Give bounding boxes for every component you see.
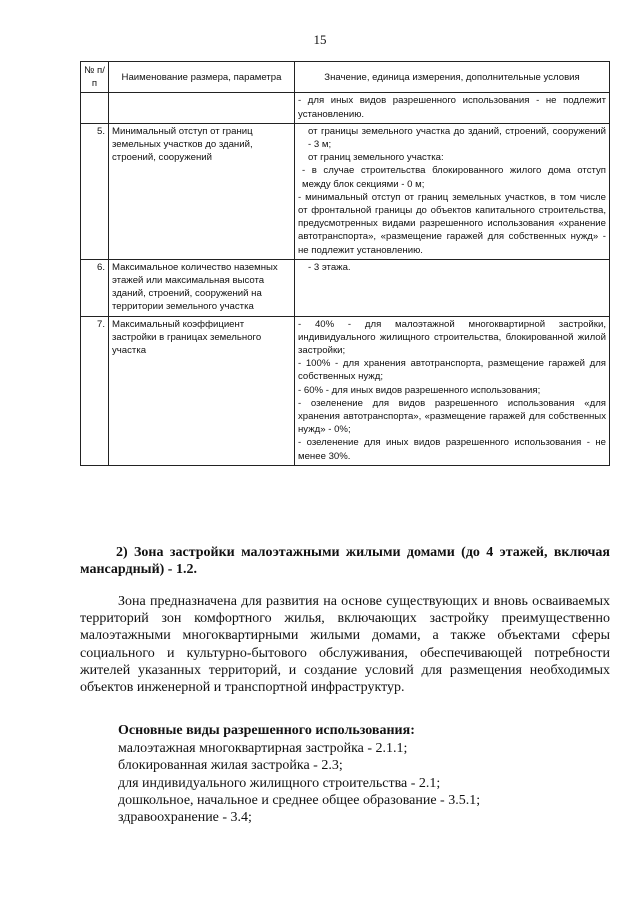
list-item: блокированная жилая застройка - 2.3;: [118, 758, 343, 774]
row-value: [295, 316, 610, 465]
value-line: от границ земельного участка:: [308, 152, 444, 164]
list-item: малоэтажная многоквартирная застройка - 2.1.1;: [118, 741, 408, 756]
row-num: 6.: [81, 259, 109, 316]
list-item: здравоохранение - 3.4;: [118, 810, 252, 826]
list-item: для индивидуального жилищного строительства - 2.1;: [118, 775, 441, 791]
row-num: 5.: [81, 123, 109, 259]
header-value: Значение, единица измерения, дополнительные условия: [295, 62, 610, 93]
list-item: дошкольное, начальное и среднее общее образование - 3.5.1;: [118, 792, 481, 808]
zone-description-paragraph: Зона предназначена для развития на основе существующих и вновь осваиваемых территорий зон комфортного жилья, включающих застройку преимущественно малоэтажными многоквартирными жилыми домами, а также объектами сферы социального и культурно-бытового обслуживания, обеспечивающей потребности жителей указанных территорий, и создание условий для размещения необходимых объектов инженерной и транспортной инфраструктур.: [80, 594, 610, 696]
value-line: - озеленение для иных видов разрешенного использования - не менее 30%.: [298, 437, 606, 462]
table-row: [81, 316, 610, 465]
table-row: [81, 93, 610, 123]
row-num: 7.: [81, 316, 109, 465]
row-name: Максимальное количество наземных этажей или максимальная высота зданий, строений, сооружений на территории земельного участка: [109, 259, 295, 316]
parameters-table: [80, 61, 610, 466]
row-value: [295, 259, 610, 316]
row-value: [295, 123, 610, 259]
header-name: Наименование размера, параметра: [109, 62, 295, 93]
value-line: - для иных видов разрешенного использования - не подлежит установлению.: [298, 95, 606, 120]
uses-list: [118, 740, 480, 826]
value-line: - 3 этажа.: [308, 261, 351, 273]
table-row: [81, 259, 610, 316]
section-heading: 2) Зона застройки малоэтажными жилыми домами (до 4 этажей, включая мансардный) - 1.2.: [80, 545, 610, 577]
value-line: - в случае строительства блокированного жилого дома отступ между блок секциями - 0 м;: [302, 165, 606, 190]
row-value: [295, 93, 610, 123]
row-name: [109, 93, 295, 123]
row-name: Минимальный отступ от границ земельных участков до зданий, строений, сооружений: [109, 123, 295, 259]
table-row: [81, 123, 610, 259]
row-num: [81, 93, 109, 123]
value-line: - озеленение для видов разрешенного использования «для хранения автотранспорта», «размещение гаражей для собственных нужд» - 0%;: [298, 397, 606, 436]
value-line: от границы земельного участка до зданий, строений, сооружений - 3 м;: [308, 125, 606, 151]
value-line: - 60% - для иных видов разрешенного использования;: [298, 384, 541, 396]
row-name: Максимальный коэффициент застройки в границах земельного участка: [109, 316, 295, 465]
uses-heading: Основные виды разрешенного использования:: [118, 723, 415, 738]
page-number: 15: [313, 32, 327, 47]
table-header-row: [81, 62, 610, 93]
header-num: № п/п: [81, 62, 109, 93]
value-line: - минимальный отступ от границ земельных участков, в том числе от фронтальной границы до объектов капитального строительства, предусмотренных видами разрешенного использования «хранение автотранспорта», «размещение гаражей для собственных нужд» - не подлежит установлению.: [298, 191, 606, 256]
value-line: - 100% - для хранения автотранспорта, размещение гаражей для собственных нужд;: [298, 358, 606, 383]
value-line: - 40% - для малоэтажной многоквартирной застройки, индивидуального жилищного строительства, блокированной жилой застройки;: [298, 318, 606, 357]
